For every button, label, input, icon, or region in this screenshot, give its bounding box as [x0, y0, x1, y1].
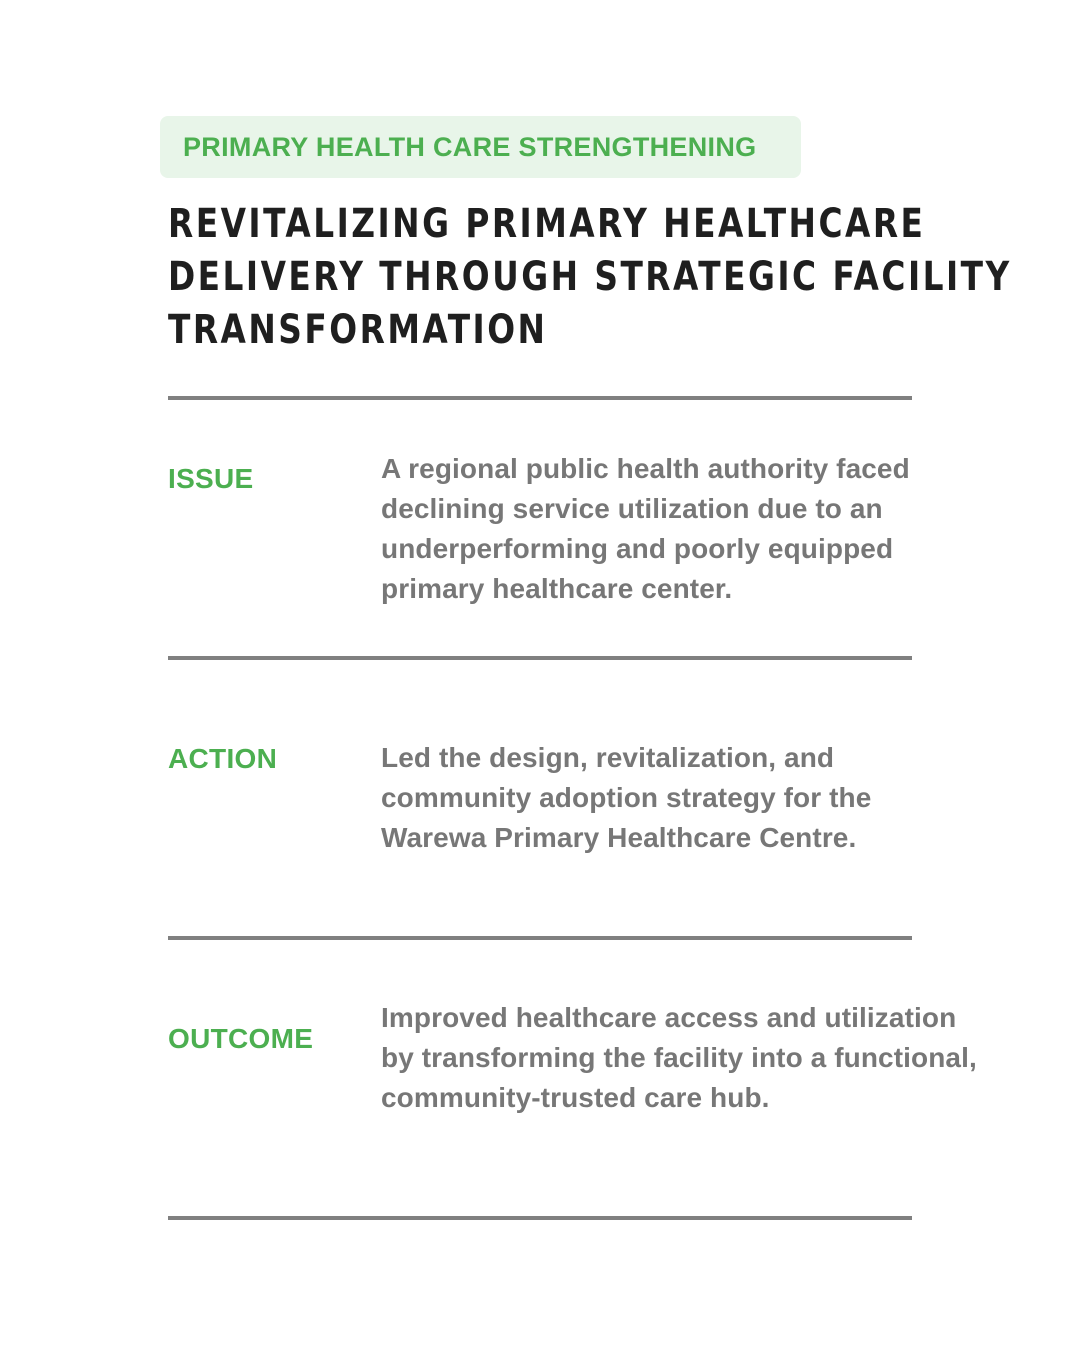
category-tag: [160, 116, 801, 178]
page-title-line-3: TRANSFORMATION: [168, 307, 548, 353]
section-body-outcome: Improved healthcare access and utilization by transforming the facility into a functional, community-trusted care hub.: [381, 1002, 977, 1113]
divider-top: [168, 396, 912, 400]
page-title: [168, 198, 1012, 357]
section-body-issue: A regional public health authority faced declining service utilization due to an underperforming and poorly equipped primary healthcare center.: [381, 453, 910, 604]
category-tag-label: PRIMARY HEALTH CARE STRENGTHENING: [183, 131, 757, 162]
divider-outcome: [168, 1216, 912, 1220]
section-label-action: ACTION: [168, 743, 278, 774]
divider-action: [168, 936, 912, 940]
divider-issue: [168, 656, 912, 660]
page-title-line-1: REVITALIZING PRIMARY HEALTHCARE: [168, 201, 926, 247]
page-title-line-2: DELIVERY THROUGH STRATEGIC FACILITY: [168, 254, 1012, 300]
section-body-action: Led the design, revitalization, and community adoption strategy for the Warewa Primary Healthcare Centre.: [381, 742, 872, 853]
section-label-issue: ISSUE: [168, 463, 254, 494]
section-label-outcome: OUTCOME: [168, 1023, 314, 1054]
